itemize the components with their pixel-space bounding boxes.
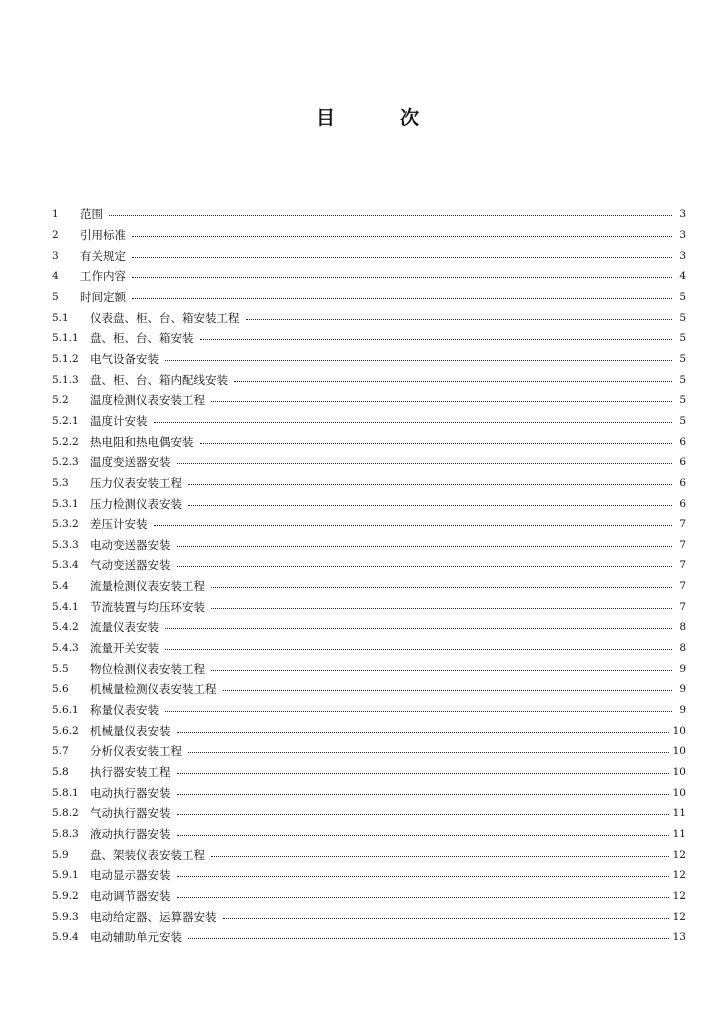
toc-entry-page-number: 10 xyxy=(672,786,686,799)
toc-entry-page-number: 10 xyxy=(672,724,686,737)
toc-entry[interactable] xyxy=(52,349,686,370)
toc-entry-title: 节流装置与均压环安装 xyxy=(90,599,205,614)
toc-entry[interactable] xyxy=(52,762,686,783)
toc-entry-number: 5.4.2 xyxy=(52,621,79,634)
toc-entry-number: 5.2.3 xyxy=(52,456,79,469)
dot-leader xyxy=(165,628,672,629)
dot-leader xyxy=(177,835,669,836)
toc-entry-title: 电动给定器、运算器安装 xyxy=(90,909,217,924)
toc-entry-title: 流量检测仪表安装工程 xyxy=(90,579,205,594)
dot-leader xyxy=(177,566,673,567)
dot-leader xyxy=(177,794,669,795)
toc-entry-page-number: 7 xyxy=(679,580,686,593)
toc-entry-title: 液动执行器安装 xyxy=(90,827,171,842)
toc-entry-page-number: 7 xyxy=(679,518,686,531)
toc-entry-title: 执行器安装工程 xyxy=(90,765,171,780)
toc-entry-title: 时间定额 xyxy=(80,289,126,304)
dot-leader xyxy=(132,277,672,278)
dot-leader xyxy=(177,814,669,815)
toc-entry-page-number: 5 xyxy=(679,394,686,407)
toc-entry-title: 称量仪表安装 xyxy=(90,703,159,718)
dot-leader xyxy=(177,876,669,877)
dot-leader xyxy=(211,608,672,609)
dot-leader xyxy=(132,257,672,258)
toc-entry-number: 4 xyxy=(52,270,59,283)
toc-entry-number: 5.8.3 xyxy=(52,828,79,841)
toc-entry-number: 5.9 xyxy=(52,848,69,861)
toc-entry-number: 5.1.2 xyxy=(52,352,79,365)
dot-leader xyxy=(188,505,672,506)
toc-entry-page-number: 3 xyxy=(679,208,686,221)
toc-entry-title: 温度检测仪表安装工程 xyxy=(90,393,205,408)
toc-entry-title: 盘、柜、台、箱内配线安装 xyxy=(90,372,228,387)
toc-entry-title: 范围 xyxy=(80,207,103,222)
dot-leader xyxy=(154,422,673,423)
toc-entry[interactable] xyxy=(52,287,686,308)
toc-entry-page-number: 5 xyxy=(679,414,686,427)
toc-entry-number: 5.6 xyxy=(52,683,69,696)
toc-entry[interactable] xyxy=(52,266,686,287)
toc-entry[interactable] xyxy=(52,245,686,266)
toc-entry-number: 5.5 xyxy=(52,662,69,675)
table-of-contents xyxy=(52,204,686,948)
toc-entry-page-number: 5 xyxy=(679,290,686,303)
toc-entry-page-number: 5 xyxy=(679,311,686,324)
toc-entry[interactable] xyxy=(52,741,686,762)
dot-leader xyxy=(109,215,672,216)
toc-entry-title: 引用标准 xyxy=(80,227,126,242)
toc-entry-number: 5.8 xyxy=(52,766,69,779)
dot-leader xyxy=(188,484,672,485)
toc-entry-number: 5.3.4 xyxy=(52,559,79,572)
toc-entry-page-number: 8 xyxy=(679,642,686,655)
dot-leader xyxy=(177,773,669,774)
dot-leader xyxy=(177,732,669,733)
dot-leader xyxy=(200,339,673,340)
toc-entry[interactable] xyxy=(52,886,686,907)
toc-entry-number: 5.2 xyxy=(52,394,69,407)
dot-leader xyxy=(211,587,672,588)
toc-entry[interactable] xyxy=(52,514,686,535)
toc-entry-title: 有关规定 xyxy=(80,248,126,263)
toc-entry-page-number: 10 xyxy=(672,745,686,758)
toc-entry-page-number: 5 xyxy=(679,332,686,345)
toc-entry-number: 5.1.1 xyxy=(52,332,79,345)
toc-entry-title: 盘、柜、台、箱安装 xyxy=(90,331,194,346)
toc-entry[interactable] xyxy=(52,493,686,514)
toc-entry[interactable] xyxy=(52,555,686,576)
dot-leader xyxy=(223,918,669,919)
toc-entry[interactable] xyxy=(52,720,686,741)
toc-entry-number: 3 xyxy=(52,249,59,262)
toc-entry-title: 分析仪表安装工程 xyxy=(90,744,182,759)
toc-entry[interactable] xyxy=(52,658,686,679)
dot-leader xyxy=(234,381,672,382)
toc-entry[interactable] xyxy=(52,679,686,700)
dot-leader xyxy=(211,856,669,857)
toc-entry-number: 5.6.2 xyxy=(52,724,79,737)
toc-entry-page-number: 6 xyxy=(679,497,686,510)
dot-leader xyxy=(188,938,669,939)
toc-entry-title: 差压计安装 xyxy=(90,517,148,532)
toc-entry[interactable] xyxy=(52,865,686,886)
dot-leader xyxy=(165,711,672,712)
toc-entry-number: 5.3.2 xyxy=(52,518,79,531)
toc-entry[interactable] xyxy=(52,638,686,659)
dot-leader xyxy=(165,360,672,361)
toc-entry[interactable] xyxy=(52,473,686,494)
toc-entry-number: 5.4.3 xyxy=(52,642,79,655)
toc-entry-page-number: 5 xyxy=(679,352,686,365)
toc-entry-number: 5.3 xyxy=(52,476,69,489)
toc-entry-page-number: 7 xyxy=(679,559,686,572)
dot-leader xyxy=(177,463,673,464)
toc-entry-number: 5.3.1 xyxy=(52,497,79,510)
toc-entry[interactable] xyxy=(52,204,686,225)
toc-entry-title: 气动执行器安装 xyxy=(90,806,171,821)
toc-entry[interactable] xyxy=(52,927,686,948)
toc-entry-number: 5.2.1 xyxy=(52,414,79,427)
toc-entry-title: 盘、架装仪表安装工程 xyxy=(90,847,205,862)
toc-entry-number: 5.6.1 xyxy=(52,704,79,717)
toc-entry-title: 压力检测仪表安装 xyxy=(90,496,182,511)
toc-entry[interactable] xyxy=(52,431,686,452)
toc-entry-title: 温度计安装 xyxy=(90,413,148,428)
dot-leader xyxy=(246,319,673,320)
dot-leader xyxy=(200,443,673,444)
dot-leader xyxy=(211,401,672,402)
toc-entry-number: 5.8.2 xyxy=(52,807,79,820)
dot-leader xyxy=(211,670,672,671)
toc-entry-number: 5.4 xyxy=(52,580,69,593)
toc-entry[interactable] xyxy=(52,576,686,597)
dot-leader xyxy=(154,525,673,526)
toc-entry-title: 流量仪表安装 xyxy=(90,620,159,635)
toc-entry-page-number: 5 xyxy=(679,373,686,386)
toc-entry-title: 工作内容 xyxy=(80,269,126,284)
dot-leader xyxy=(188,752,669,753)
toc-entry-number: 5 xyxy=(52,290,59,303)
toc-entry[interactable] xyxy=(52,328,686,349)
toc-entry-page-number: 11 xyxy=(672,828,686,841)
toc-entry-number: 5.8.1 xyxy=(52,786,79,799)
toc-entry-title: 电动调节器安装 xyxy=(90,888,171,903)
toc-entry-page-number: 12 xyxy=(672,869,686,882)
toc-entry-number: 5.9.1 xyxy=(52,869,79,882)
toc-entry-number: 5.7 xyxy=(52,745,69,758)
page-title xyxy=(0,106,719,130)
toc-entry-title: 机械量仪表安装 xyxy=(90,723,171,738)
toc-entry[interactable] xyxy=(52,824,686,845)
toc-entry-page-number: 6 xyxy=(679,456,686,469)
toc-entry-page-number: 7 xyxy=(679,538,686,551)
toc-entry-number: 5.9.4 xyxy=(52,931,79,944)
toc-entry-title: 温度变送器安装 xyxy=(90,455,171,470)
toc-entry-number: 5.9.3 xyxy=(52,910,79,923)
toc-entry-title: 压力仪表安装工程 xyxy=(90,475,182,490)
dot-leader xyxy=(165,649,672,650)
toc-entry-number: 5.4.1 xyxy=(52,600,79,613)
toc-entry[interactable] xyxy=(52,390,686,411)
toc-entry-title: 电动变送器安装 xyxy=(90,537,171,552)
toc-entry-title: 流量开关安装 xyxy=(90,641,159,656)
toc-entry-number: 1 xyxy=(52,208,59,221)
toc-entry[interactable] xyxy=(52,225,686,246)
toc-entry-title: 机械量检测仪表安装工程 xyxy=(90,682,217,697)
dot-leader xyxy=(223,690,673,691)
toc-entry-page-number: 12 xyxy=(672,848,686,861)
toc-entry-title: 物位检测仪表安装工程 xyxy=(90,661,205,676)
toc-entry-page-number: 6 xyxy=(679,435,686,448)
toc-entry-page-number: 12 xyxy=(672,889,686,902)
toc-entry-page-number: 8 xyxy=(679,621,686,634)
toc-entry-title: 气动变送器安装 xyxy=(90,558,171,573)
toc-entry-page-number: 6 xyxy=(679,476,686,489)
dot-leader xyxy=(132,298,672,299)
toc-entry-page-number: 9 xyxy=(679,662,686,675)
toc-entry-number: 5.1.3 xyxy=(52,373,79,386)
toc-entry[interactable] xyxy=(52,369,686,390)
toc-entry[interactable] xyxy=(52,803,686,824)
dot-leader xyxy=(132,236,672,237)
toc-entry-number: 5.2.2 xyxy=(52,435,79,448)
toc-entry[interactable] xyxy=(52,844,686,865)
dot-leader xyxy=(177,897,669,898)
toc-entry-title: 热电阻和热电偶安装 xyxy=(90,434,194,449)
toc-entry-title: 电动辅助单元安装 xyxy=(90,930,182,945)
toc-entry-page-number: 12 xyxy=(672,910,686,923)
dot-leader xyxy=(177,546,673,547)
toc-entry-title: 电动显示器安装 xyxy=(90,868,171,883)
toc-entry[interactable] xyxy=(52,535,686,556)
toc-entry-page-number: 3 xyxy=(679,228,686,241)
toc-entry[interactable] xyxy=(52,411,686,432)
toc-entry-page-number: 7 xyxy=(679,600,686,613)
title-char-1: 目 xyxy=(316,107,336,129)
toc-entry-title: 电气设备安装 xyxy=(90,351,159,366)
toc-entry[interactable] xyxy=(52,596,686,617)
toc-entry-number: 5.9.2 xyxy=(52,889,79,902)
toc-entry-number: 2 xyxy=(52,228,59,241)
toc-entry[interactable] xyxy=(52,906,686,927)
toc-entry-page-number: 9 xyxy=(679,704,686,717)
toc-entry[interactable] xyxy=(52,782,686,803)
toc-entry-page-number: 4 xyxy=(679,270,686,283)
title-char-2: 次 xyxy=(400,107,420,129)
toc-entry-page-number: 11 xyxy=(672,807,686,820)
toc-entry[interactable] xyxy=(52,307,686,328)
toc-entry[interactable] xyxy=(52,452,686,473)
toc-entry-page-number: 13 xyxy=(672,931,686,944)
toc-entry-page-number: 9 xyxy=(679,683,686,696)
toc-entry-page-number: 10 xyxy=(672,766,686,779)
toc-entry[interactable] xyxy=(52,617,686,638)
toc-entry-title: 仪表盘、柜、台、箱安装工程 xyxy=(90,310,240,325)
toc-entry-number: 5.1 xyxy=(52,311,69,324)
toc-entry-page-number: 3 xyxy=(679,249,686,262)
toc-entry[interactable] xyxy=(52,700,686,721)
toc-entry-title: 电动执行器安装 xyxy=(90,785,171,800)
toc-entry-number: 5.3.3 xyxy=(52,538,79,551)
